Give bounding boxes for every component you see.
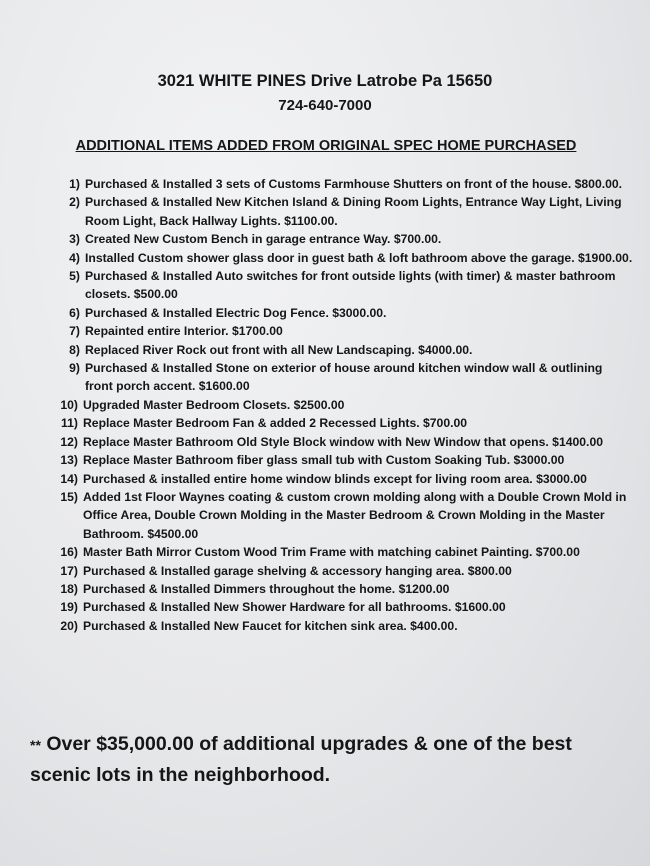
- item-text: Repainted entire Interior. $1700.00: [85, 324, 283, 339]
- item-number: 19): [60, 600, 78, 615]
- list-item: [48, 617, 633, 635]
- item-number: 13): [60, 453, 78, 468]
- summary-text: Over $35,000.00 of additional upgrades & one of the best scenic lots in the neighborhood.: [30, 733, 572, 786]
- item-number: 10): [60, 397, 78, 412]
- list-item: [48, 193, 633, 230]
- property-address: 3021 WHITE PINES Drive Latrobe Pa 15650: [157, 72, 493, 90]
- list-item: [48, 175, 633, 193]
- item-text: Replace Master Bathroom fiber glass small tub with Custom Soaking Tub. $3000.00: [83, 453, 565, 468]
- list-item: [48, 267, 633, 304]
- summary-note: [30, 729, 630, 790]
- phone-number: 724-640-7000: [278, 97, 372, 114]
- item-number: 20): [60, 618, 78, 633]
- list-item: [48, 562, 633, 580]
- list-item: [48, 470, 633, 488]
- list-item: [48, 249, 633, 267]
- item-number: 4): [69, 250, 80, 265]
- item-number: 7): [69, 324, 80, 339]
- item-number: 6): [69, 305, 80, 320]
- footnote-marker: **: [30, 737, 41, 753]
- section-heading: ADDITIONAL ITEMS ADDED FROM ORIGINAL SPEC HOME PURCHASED: [75, 138, 577, 154]
- list-item: [48, 433, 633, 451]
- item-text: Purchased & Installed 3 sets of Customs Farmhouse Shutters on front of the house. $800.00.: [85, 177, 623, 191]
- item-number: 12): [60, 434, 78, 449]
- list-item: [48, 341, 633, 359]
- item-text: Replace Master Bedroom Fan & added 2 Recessed Lights. $700.00: [83, 416, 468, 431]
- item-number: 2): [69, 195, 80, 210]
- item-number: 17): [60, 563, 78, 578]
- list-item: [48, 359, 633, 396]
- list-item: [48, 230, 633, 248]
- item-text: Added 1st Floor Waynes coating & custom crown molding along with a Double Crown Mold in Office Area, Double Crown Molding in the Master Bedroom & Crown Molding in the Master Bathroom. $4500.00: [83, 489, 627, 541]
- item-text: Purchased & Installed Stone on exterior of house around kitchen window wall & outlining front porch accent. $1600.00: [85, 361, 603, 394]
- list-item: [48, 414, 633, 432]
- item-number: 8): [69, 342, 80, 357]
- item-text: Purchased & Installed Dimmers throughout the home. $1200.00: [83, 581, 450, 596]
- item-number: 5): [69, 269, 80, 284]
- item-number: 16): [60, 545, 78, 560]
- item-number: 1): [69, 177, 80, 191]
- item-text: Purchased & Installed Electric Dog Fence. $3000.00.: [85, 305, 387, 320]
- list-item: [48, 322, 633, 340]
- item-text: Upgraded Master Bedroom Closets. $2500.00: [83, 397, 345, 412]
- item-number: 11): [61, 416, 78, 431]
- item-text: Replaced River Rock out front with all New Landscaping. $4000.00.: [85, 342, 473, 357]
- item-number: 14): [60, 471, 78, 486]
- upgrade-list: [48, 175, 633, 635]
- item-text: Installed Custom shower glass door in guest bath & loft bathroom above the garage. $1900.00.: [85, 250, 633, 265]
- list-item: [48, 598, 633, 616]
- item-number: 3): [69, 232, 80, 247]
- item-text: Replace Master Bathroom Old Style Block window with New Window that opens. $1400.00: [83, 434, 603, 449]
- item-text: Purchased & installed entire home window blinds except for living room area. $3000.00: [83, 471, 587, 486]
- list-item: [48, 580, 633, 598]
- list-item: [48, 396, 633, 414]
- list-item: [48, 488, 633, 543]
- item-text: Purchased & Installed New Kitchen Island & Dining Room Lights, Entrance Way Light, Living Room Light, Back Hallway Lights. $1100.00.: [85, 195, 622, 228]
- list-item: [48, 304, 633, 322]
- item-text: Created New Custom Bench in garage entrance Way. $700.00.: [85, 232, 442, 247]
- item-text: Purchased & Installed New Shower Hardware for all bathrooms. $1600.00: [83, 600, 506, 615]
- item-text: Master Bath Mirror Custom Wood Trim Frame with matching cabinet Painting. $700.00: [83, 545, 580, 560]
- item-number: 15): [60, 489, 78, 504]
- list-item: [48, 451, 633, 469]
- item-text: Purchased & Installed New Faucet for kitchen sink area. $400.00.: [83, 618, 458, 633]
- item-text: Purchased & Installed Auto switches for front outside lights (with timer) & master bathroom closets. $500.00: [85, 269, 616, 302]
- item-text: Purchased & Installed garage shelving & accessory hanging area. $800.00: [83, 563, 512, 578]
- item-number: 18): [60, 581, 78, 596]
- list-item: [48, 543, 633, 561]
- item-number: 9): [69, 361, 80, 376]
